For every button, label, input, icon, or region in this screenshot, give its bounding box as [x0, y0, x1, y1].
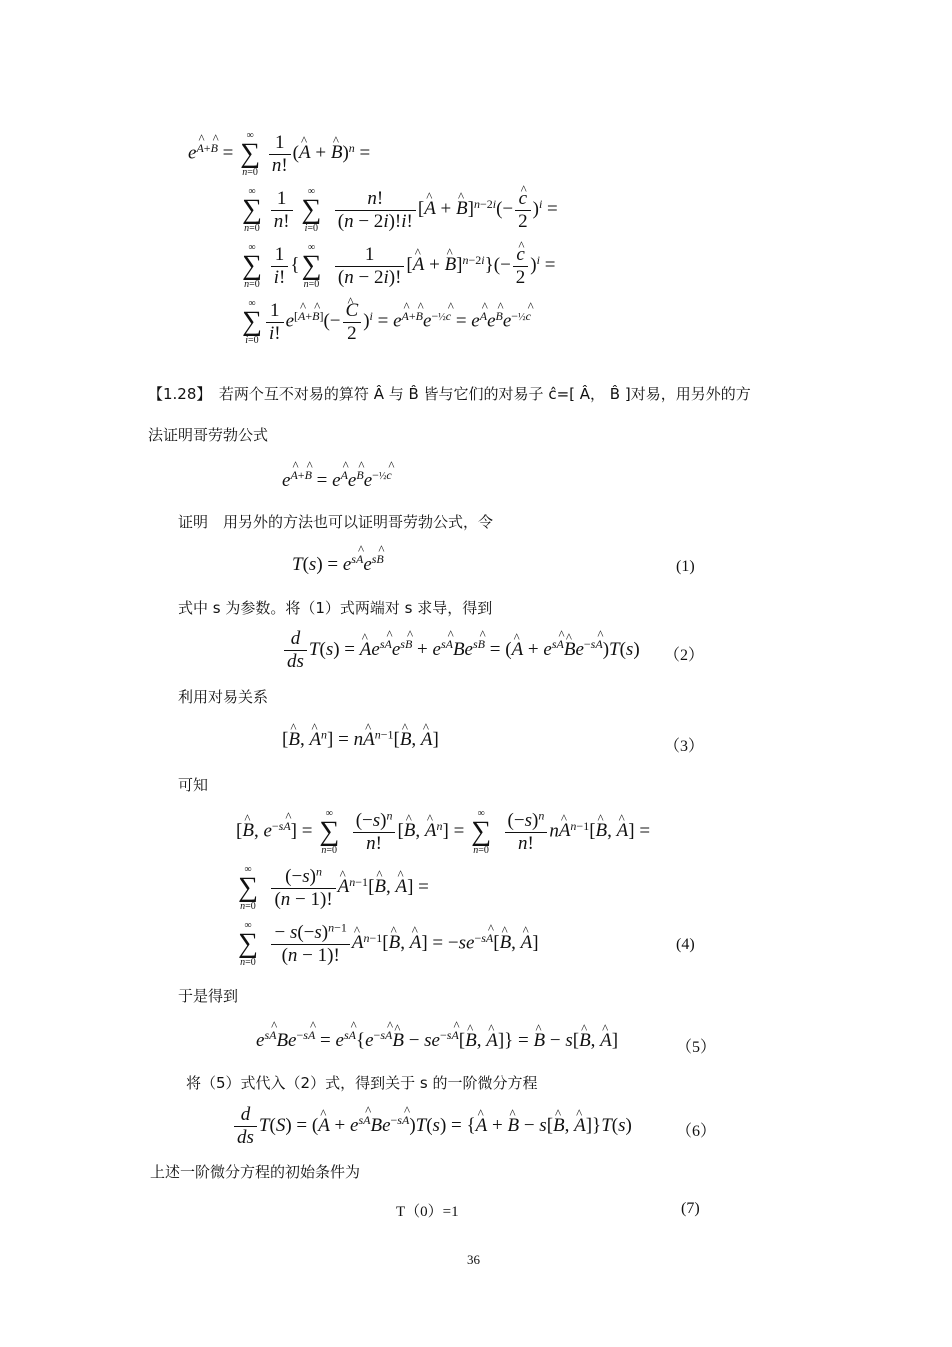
after-eq1-text: 式中 s 为参数。将（1）式两端对 s 求导，得到 [178, 599, 493, 617]
it-follows-text: 可知 [178, 776, 209, 794]
problem-statement-line-1: 【1.28】 若两个互不对易的算符 Â 与 B̂ 皆与它们的对易子 ĉ=[ Â， B̂ ]对易，用另外的方 [148, 385, 751, 403]
thus-obtain-text: 于是得到 [178, 987, 239, 1005]
equation-number-5: （5） [676, 1039, 717, 1056]
glauber-formula: $e^{A+B} = e^Ae^Be^{-\frac{1}{2}c}$ [282, 468, 392, 491]
equation-6: $\frac{d}{ds}$ T(S) = (^ $A + e^{sA}Be^{-sA})T(s)$ = {^ A + ^ B − s[^ B, ^ A]}T(s) [232, 1104, 632, 1149]
equation-number-6: （6） [676, 1123, 717, 1140]
equation-number-7: (7) [681, 1200, 700, 1217]
derivation-line-4: ∞ ∑ i=0 $\frac{1}{i!}$ e[A+B](− ^ $\frac{C}{2}$ )$^i = e^{A+B}e^{-\frac{1}{2}c} = e^Ae^Be^{-\frac{1}{2}c}$ [240, 298, 531, 346]
equation-number-1: (1) [676, 558, 695, 575]
equation-4-line-2: ∞ ∑ n=0 $\frac{(-s)^n}{(n - 1)!}$ ^ $A^{n-1}[\^{}$ B, ^ A] = [236, 864, 429, 912]
derivation-line-3: ∞ ∑ n=0 $\frac{1}{i!}$ { ∞ ∑ n=0 $\frac{1}{(n - 2i)!}$ [^ A + ^ B]$^{n-2i}$}(− ^ $\frac{c}{2}$ )$^i$ = [240, 242, 555, 290]
substitute-text: 将（5）式代入（2）式，得到关于 s 的一阶微分方程 [186, 1074, 538, 1092]
page-number: 36 [467, 1252, 480, 1267]
equation-4-line-1: [^ B, $e^{-sA}$] = ∞ ∑ n=0 $\frac{(-s)^n}{n!}$ [^ B, ^ $A^n$] = ∞ ∑ n=0 $\frac{(-s)^n}{n!}$ n^ $A^{n-1}[\^{}$ B, ^ A] = [236, 808, 650, 856]
derivation-line-2: ∞ ∑ n=0 $\frac{1}{n!}$ ∞ ∑ i=0 $\frac{n!}{(n - 2i)!i!}$ [^ A + ^ B]$^{n-2i}$(− ^ $\frac{c}{2}$ )$^i$ = [240, 186, 558, 234]
initial-condition-text: 上述一阶微分方程的初始条件为 [150, 1163, 361, 1181]
proof-intro: 证明 用另外的方法也可以证明哥劳勃公式，令 [178, 513, 494, 531]
equation-4-line-3: ∞ ∑ n=0 $\frac{- s(-s)^{n-1}}{(n - 1)!}$ ^ $A^{n-1}[\^{}$ B, ^ $A] = -se^{-sA}[\^{}$ B, ^ A] [236, 920, 539, 968]
problem-statement-line-2: 法证明哥劳勃公式 [148, 426, 269, 444]
equation-number-2: （2） [664, 647, 705, 664]
use-commutator-text: 利用对易关系 [178, 688, 269, 706]
problem-number: 【1.28】 [148, 385, 204, 403]
equation-5: $e^{sA}Be^{-sA}$ = $e^{sA}\{e^{-sA}\^{}$ $B - se^{-sA}[\^{}$ B, ^ A]} = ^ B − s[^ B, ^ A] [256, 1030, 618, 1052]
derivation-line-1: $e^{A+B}$ = ∞ ∑ n=0 $\frac{1}{n!}$ (^ A + ^ B)$^n$ = [188, 130, 370, 178]
equation-number-3: （3） [664, 738, 705, 755]
equation-3: [^ B, ^ $A^n$] = n^ $A^{n-1}[\^{}$ B, ^ A] [282, 729, 439, 751]
equation-7: T（0）=1 [396, 1204, 459, 1220]
equation-2: $\frac{d}{ds}$ T(s) = ^ $Ae^{sA}e^{sB} + e^{sA}Be^{sB}$ = (^ $A + e^{sA}\^{}$ $Be^{-sA})T(s)$ [282, 628, 640, 673]
equation-1: $T(s) = e^{sA}e^{sB}$ [292, 552, 384, 575]
equation-number-4: (4) [676, 936, 695, 953]
